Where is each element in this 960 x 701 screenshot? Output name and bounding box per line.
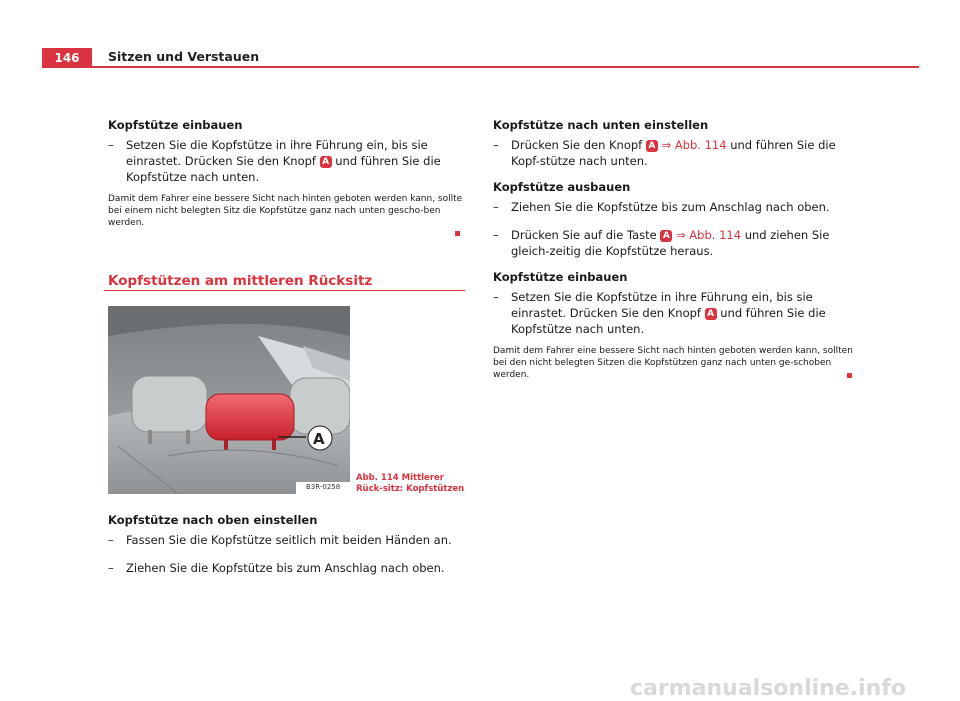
step-text: Setzen Sie die Kopfstütze in ihre Führung ein, bis sie einrastet. Drücken Sie den Knopf bbox=[511, 290, 813, 320]
step-text: und führen Sie die Kopfstütze nach unten. bbox=[511, 306, 826, 336]
step-item bbox=[493, 227, 853, 259]
note-text: Damit dem Fahrer eine bessere Sicht nach hinten geboten werden kann, sollten bei den nicht belegten Sitzen die Kopfstützen ganz nach unten ge-schoben werden. bbox=[493, 346, 853, 380]
figure-caption: Abb. 114 Mittlerer Rück-sitz: Kopfstützen bbox=[356, 473, 465, 494]
figure-callout-label: A bbox=[313, 430, 325, 448]
key-a-icon: A bbox=[646, 140, 658, 152]
step-text: Setzen Sie die Kopfstütze in ihre Führung ein, bis sie einrastet. Drücken Sie den Knopf bbox=[126, 138, 428, 168]
subheading-install-2: Kopfstütze einbauen bbox=[493, 270, 628, 284]
watermark: carmanualsonline.info bbox=[630, 676, 906, 701]
right-column bbox=[493, 117, 853, 381]
note-text: Damit dem Fahrer eine bessere Sicht nach hinten geboten werden kann, sollte bei einem nicht belegten Sitz die Kopfstütze ganz nach unten gescho-ben werden. bbox=[108, 194, 463, 228]
note-paragraph bbox=[493, 345, 853, 381]
figure-code: B3R-0258 bbox=[306, 483, 341, 491]
key-a-icon: A bbox=[660, 230, 672, 242]
step-item bbox=[493, 137, 853, 169]
figure-reference-link[interactable]: ⇒ Abb. 114 bbox=[676, 228, 742, 242]
left-column-top bbox=[108, 117, 466, 229]
figure-headrest-photo bbox=[108, 306, 350, 494]
dash-bullet: – bbox=[493, 138, 499, 152]
page-number: 146 bbox=[42, 48, 92, 68]
headrest-illustration bbox=[108, 306, 350, 494]
step-item bbox=[493, 289, 853, 337]
dash-bullet: – bbox=[108, 561, 114, 575]
subheading-adjust-up: Kopfstütze nach oben einstellen bbox=[108, 513, 318, 527]
dash-bullet: – bbox=[493, 290, 499, 304]
left-column-bottom bbox=[108, 512, 466, 584]
note-paragraph bbox=[108, 193, 466, 229]
figure-reference-link[interactable]: ⇒ Abb. 114 bbox=[661, 138, 727, 152]
page-header-title: Sitzen und Verstauen bbox=[108, 49, 260, 64]
subheading-remove: Kopfstütze ausbauen bbox=[493, 180, 631, 194]
subheading-adjust-down: Kopfstütze nach unten einstellen bbox=[493, 118, 709, 132]
header-rule bbox=[92, 66, 919, 68]
dash-bullet: – bbox=[493, 228, 499, 242]
subheading-install: Kopfstütze einbauen bbox=[108, 118, 243, 132]
step-item bbox=[108, 137, 466, 185]
key-a-icon: A bbox=[705, 308, 717, 320]
section-heading: Kopfstützen am mittleren Rücksitz bbox=[108, 273, 373, 289]
step-text: und ziehen Sie gleich-zeitig die Kopfstütze heraus. bbox=[511, 228, 830, 258]
step-text: Drücken Sie den Knopf bbox=[511, 138, 643, 152]
section-end-marker bbox=[455, 231, 460, 236]
section-rule bbox=[104, 290, 465, 291]
dash-bullet: – bbox=[108, 138, 114, 152]
key-a-icon: A bbox=[320, 156, 332, 168]
step-text: Ziehen Sie die Kopfstütze bis zum Anschlag nach oben. bbox=[126, 561, 445, 575]
step-item bbox=[108, 532, 466, 548]
dash-bullet: – bbox=[108, 533, 114, 547]
step-text: und führen Sie die Kopfstütze nach unten. bbox=[126, 154, 441, 184]
step-text: Drücken Sie auf die Taste bbox=[511, 228, 657, 242]
step-item bbox=[108, 560, 466, 576]
step-item bbox=[493, 199, 853, 215]
dash-bullet: – bbox=[493, 200, 499, 214]
step-text: und führen Sie die Kopf-stütze nach unten. bbox=[511, 138, 836, 168]
section-end-marker bbox=[847, 373, 852, 378]
step-text: Fassen Sie die Kopfstütze seitlich mit beiden Händen an. bbox=[126, 533, 452, 547]
step-text: Ziehen Sie die Kopfstütze bis zum Anschlag nach oben. bbox=[511, 200, 830, 214]
